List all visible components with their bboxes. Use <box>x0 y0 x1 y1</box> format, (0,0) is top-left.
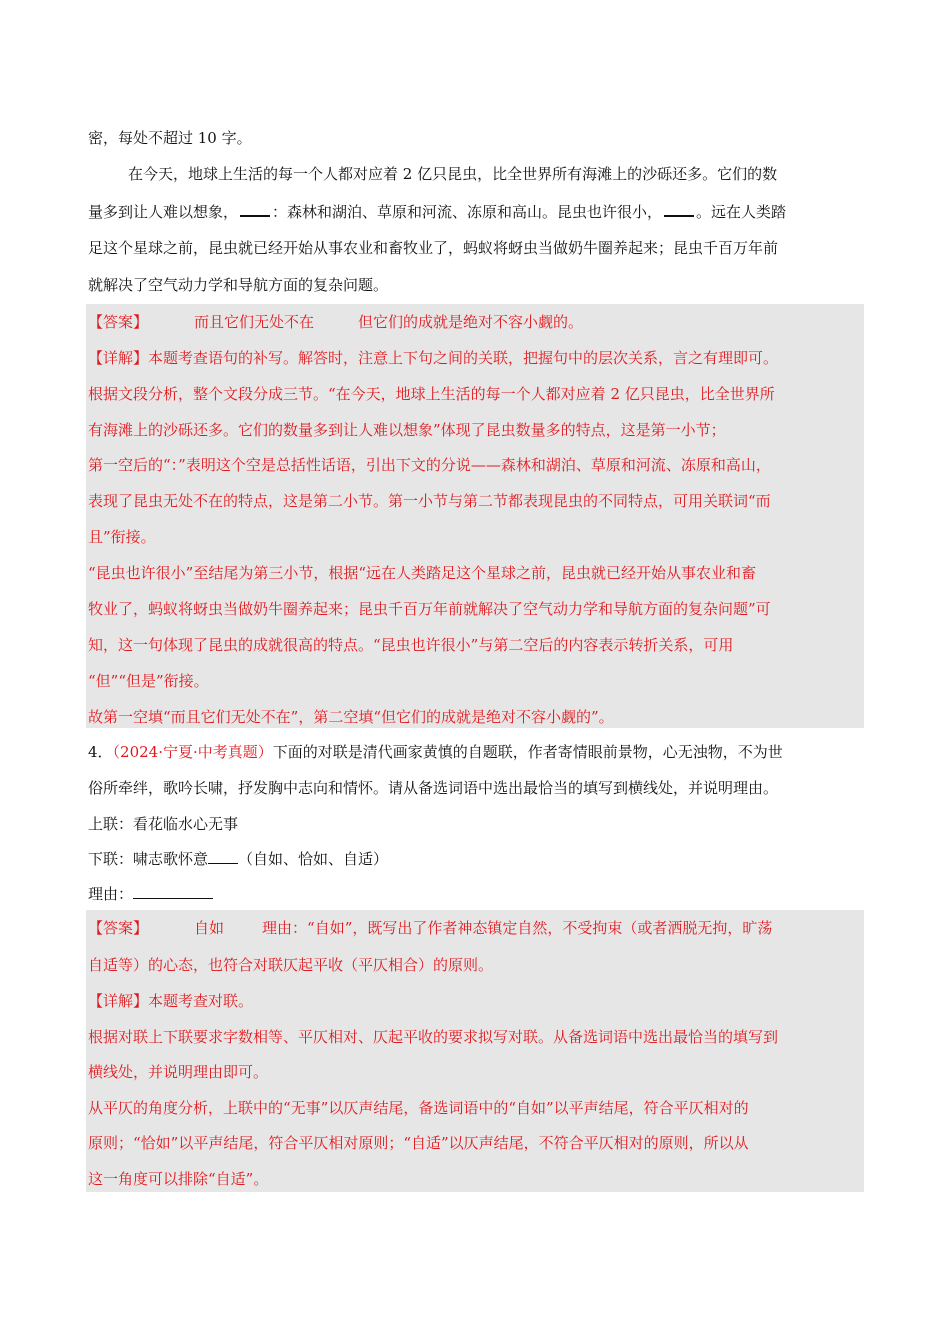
answer-label: 【答案】 <box>88 313 149 331</box>
answer-reason: 理由：“自如”，既写出了作者神态镇定自然，不受拘束（或者洒脱无拘，旷荡 <box>262 919 773 937</box>
fill-blank-1 <box>240 201 270 217</box>
question-number: 4． <box>88 743 113 761</box>
couplet-lower: 下联：啸志歌怀意 （自如、恰如、自适） <box>88 850 389 868</box>
detail-q3-line-6: 且”衔接。 <box>88 528 156 546</box>
couplet-upper: 上联：看花临水心无事 <box>88 815 239 833</box>
fill-blank-2 <box>664 201 694 217</box>
detail-q4-line-5: 原则；“恰如”以平声结尾，符合平仄相对原则；“自适”以仄声结尾，不符合平仄相对的原则，所以从 <box>88 1134 749 1152</box>
reason-line: 理由： <box>88 884 213 904</box>
detail-q4-line-4: 从平仄的角度分析，上联中的“无事”以仄声结尾，备选词语中的“自如”以平声结尾，符合平仄相对的 <box>88 1099 749 1117</box>
passage-line-2: 量多到让人难以想象， ：森林和湖泊、草原和河流、冻原和高山。昆虫也许很小， 。远在人类踏 <box>88 203 787 221</box>
detail-q3-line-2: 根据文段分析，整个文段分成三节。“在今天，地球上生活的每一个人都对应着 2 亿只昆虫，比全世界所 <box>88 385 775 403</box>
detail-q4-line-3: 横线处，并说明理由即可。 <box>88 1063 269 1081</box>
passage-line-4: 就解决了空气动力学和导航方面的复杂问题。 <box>88 276 389 294</box>
passage-line-1: 在今天，地球上生活的每一个人都对应着 2 亿只昆虫，比全世界所有海滩上的沙砾还多。它们的数 <box>128 165 778 183</box>
detail-q3-line-4: 第一空后的“：”表明这个空是总括性话语，引出下文的分说——森林和湖泊、草原和河流、冻原和高山， <box>88 456 771 474</box>
passage-line-3: 足这个星球之前，昆虫就已经开始从事农业和畜牧业了，蚂蚁将蚜虫当做奶牛圈养起来；昆虫千百万年前 <box>88 239 779 257</box>
fill-blank-reason <box>133 884 213 899</box>
detail-q3-line-9: 知，这一句体现了昆虫的成就很高的特点。“昆虫也许很小”与第二空后的内容表示转折关系，可用 <box>88 636 734 654</box>
detail-q3-line-11: 故第一空填“而且它们无处不在”，第二空填“但它们的成就是绝对不容小觑的”。 <box>88 708 614 726</box>
detail-q3-line-1: 【详解】本题考查语句的补写。解答时，注意上下句之间的关联，把握句中的层次关系，言之有理即可。 <box>88 349 779 367</box>
detail-q4-line-1: 【详解】本题考查对联。 <box>88 992 254 1010</box>
detail-q3-line-10: “但”“但是”衔接。 <box>88 672 209 690</box>
answer-q4-line-1 <box>88 918 772 938</box>
detail-q3-line-7: “昆虫也许很小”至结尾为第三小节，根据“远在人类踏足这个星球之前，昆虫就已经开始从事农业和畜 <box>88 564 757 582</box>
answer-q4-line-2: 自适等）的心态，也符合对联仄起平收（平仄相合）的原则。 <box>88 956 494 974</box>
detail-q3-line-8: 牧业了，蚂蚁将蚜虫当做奶牛圈养起来；昆虫千百万年前就解决了空气动力学和导航方面的复杂问题”可 <box>88 600 771 618</box>
question-4-line-1: 4．（2024·宁夏·中考真题）下面的对联是清代画家黄慎的自题联，作者寄情眼前景物，心无浊物，不为世 <box>88 743 783 761</box>
fill-blank-couplet <box>208 849 238 864</box>
detail-q3-line-5: 表现了昆虫无处不在的特点，这是第二小节。第一小节与第二节都表现昆虫的不同特点，可用关联词“而 <box>88 492 771 510</box>
detail-q4-line-6: 这一角度可以排除“自适”。 <box>88 1170 269 1188</box>
question-source: （2024·宁夏·中考真题） <box>112 743 273 761</box>
answer-1: 而且它们无处不在 <box>194 313 315 331</box>
detail-q3-line-3: 有海滩上的沙砾还多。它们的数量多到让人难以想象”体现了昆虫数量多的特点，这是第一小节； <box>88 421 726 439</box>
answer-label: 【答案】 <box>88 919 149 937</box>
detail-q4-line-2: 根据对联上下联要求字数相等、平仄相对、仄起平收的要求拟写对联。从备选词语中选出最恰当的填写到 <box>88 1028 779 1046</box>
answer-2: 但它们的成就是绝对不容小觑的。 <box>358 313 584 331</box>
question-3-tail: 密，每处不超过 10 字。 <box>88 129 252 147</box>
answer-word: 自如 <box>194 919 225 937</box>
answer-q3 <box>88 312 583 332</box>
question-4-line-2: 俗所牵绊，歌吟长啸，抒发胸中志向和情怀。请从备选词语中选出最恰当的填写到横线处，并说明理由。 <box>88 779 779 797</box>
